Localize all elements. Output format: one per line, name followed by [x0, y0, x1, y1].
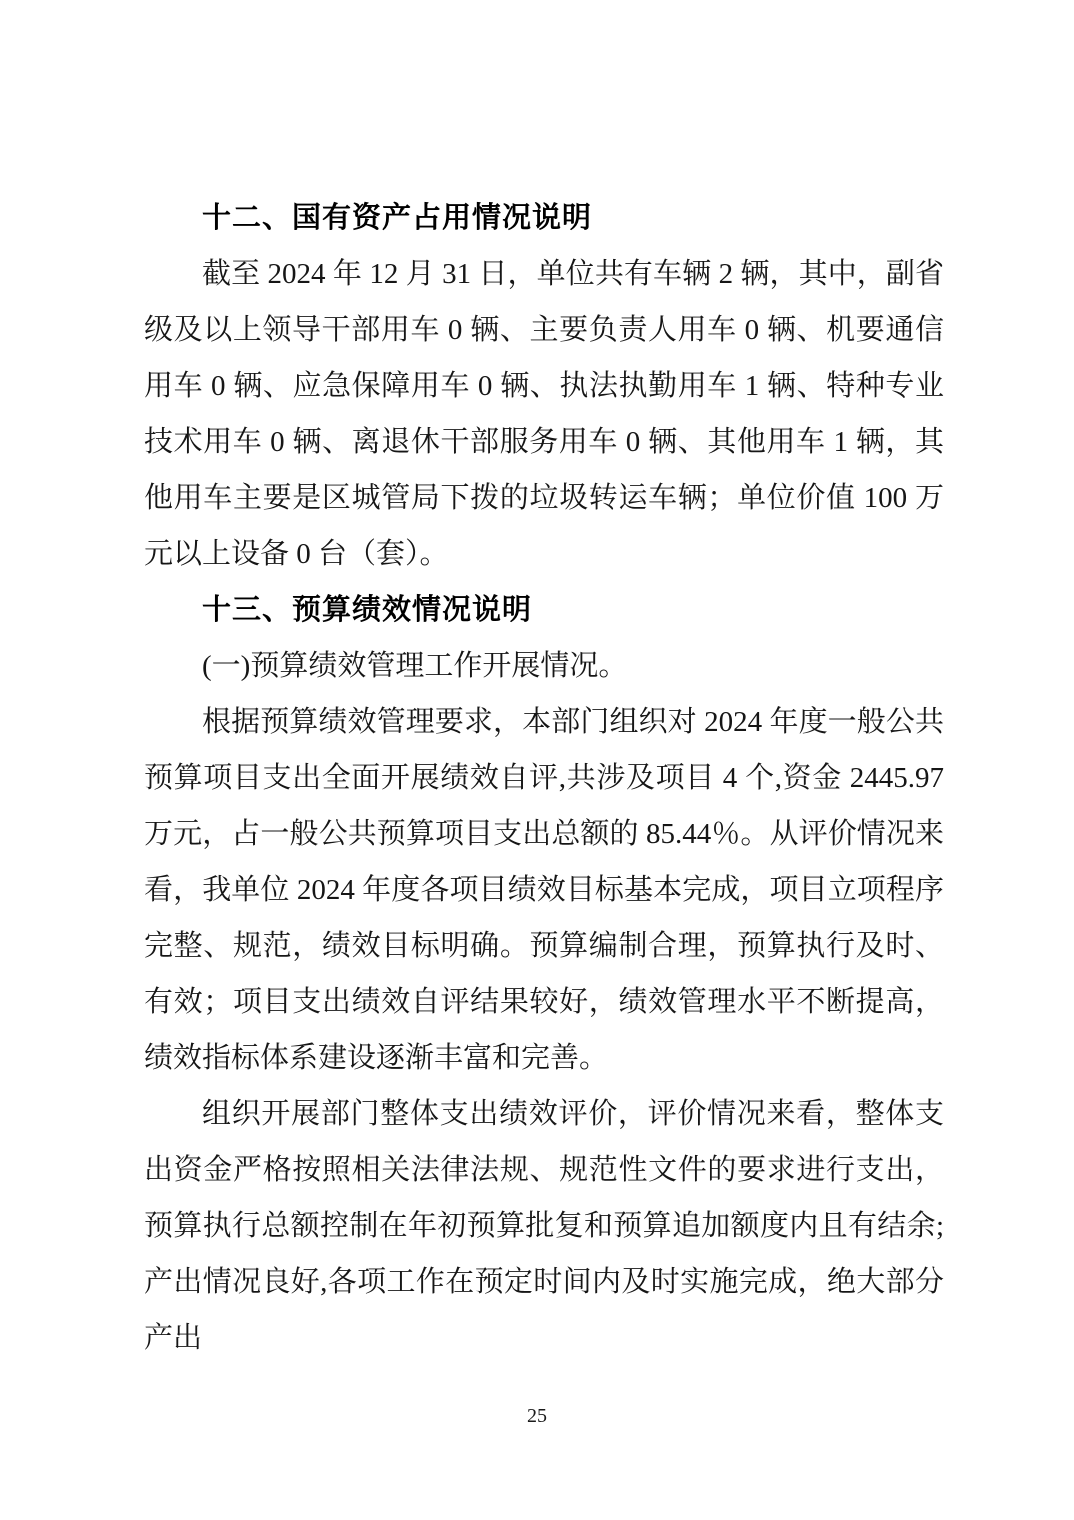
section-heading-state-assets: 十二、国有资产占用情况说明	[202, 202, 593, 234]
section-heading-budget-performance: 十三、预算绩效情况说明	[202, 594, 533, 626]
page-number: 25	[527, 1405, 547, 1427]
paragraph-overall-expenditure-evaluation: 组织开展部门整体支出绩效评价，评价情况来看，整体支出资金严格按照相关法律法规、规范性文件的要求进行支出，预算执行总额控制在年初预算批复和预算追加额度内且有结余;产出情况良好,各项工作在预定时间内及时实施完成，绝大部分产出	[144, 1098, 944, 1354]
paragraph-state-assets-usage: 截至 2024 年 12 月 31 日，单位共有车辆 2 辆，其中，副省级及以上领导干部用车 0 辆、主要负责人用车 0 辆、机要通信用车 0 辆、应急保障用车 0 辆、执法执勤用车 1 辆、特种专业技术用车 0 辆、离退休干部服务用车 0 辆、其他用车 1 辆，其他用车主要是区城管局下拨的垃圾转运车辆；单位价值 100 万元以上设备 0 台（套）。	[144, 258, 944, 570]
document-content	[144, 190, 944, 1366]
subsection-heading-performance-management: (一)预算绩效管理工作开展情况。	[202, 650, 628, 682]
paragraph-performance-self-evaluation: 根据预算绩效管理要求，本部门组织对 2024 年度一般公共预算项目支出全面开展绩效自评,共涉及项目 4 个,资金 2445.97 万元，占一般公共预算项目支出总额的 85.44％。从评价情况来看，我单位 2024 年度各项目绩效目标基本完成，项目立项程序完整、规范，绩效目标明确。预算编制合理，预算执行及时、有效；项目支出绩效自评结果较好，绩效管理水平不断提高，绩效指标体系建设逐渐丰富和完善。	[144, 706, 944, 1074]
